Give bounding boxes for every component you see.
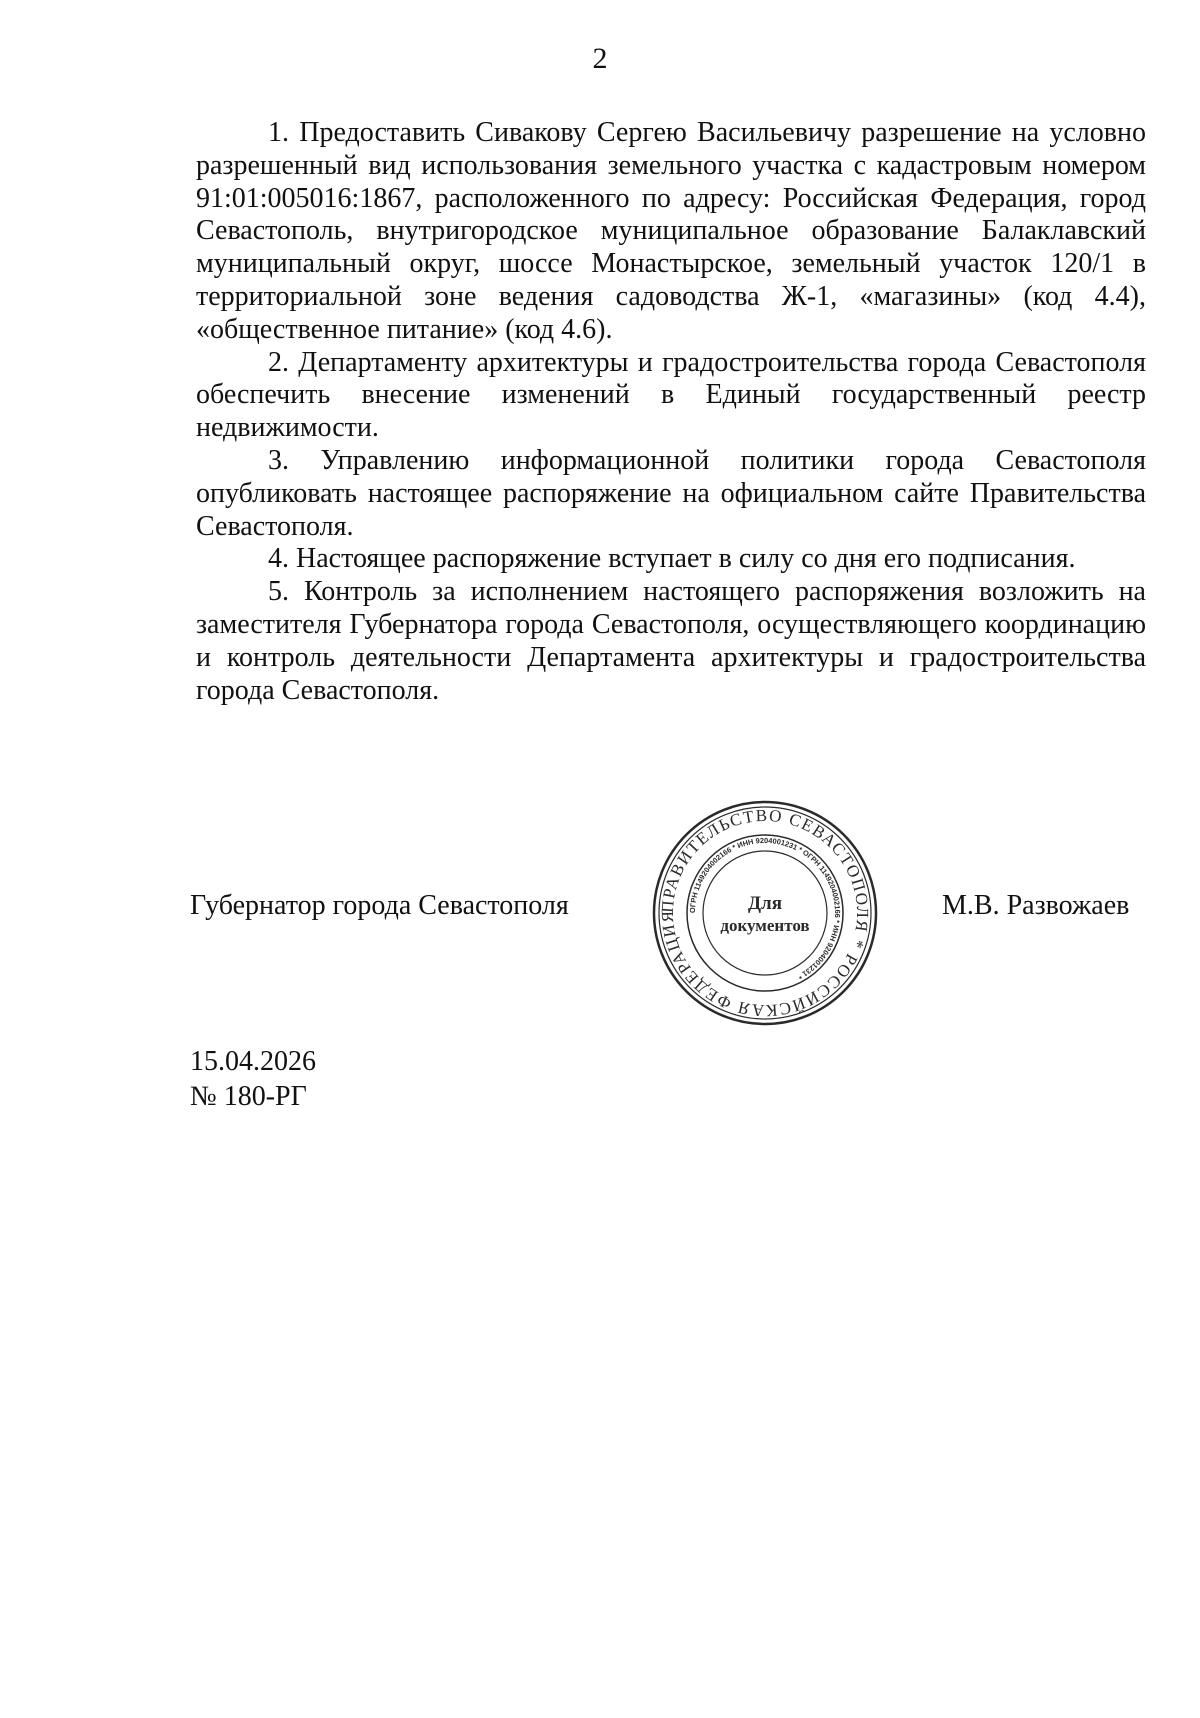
document-requisites bbox=[190, 1044, 316, 1114]
paragraph-5: 5. Контроль за исполнением настоящего распоряжения возложить на заместителя Губернатора города Севастополя, осуществляющего координацию и контроль деятельности Департамента архитектуры и градостроительства города Севастополя. bbox=[196, 576, 1146, 706]
seal-inner-textpath: ОГРН 1149204002166 * ИНН 9204001231 * ОГРН 1149204002166 * ИНН 9204001231 * bbox=[687, 835, 843, 982]
seal-graphic bbox=[650, 798, 880, 1028]
seal-center-line2: документов bbox=[720, 916, 810, 935]
document-date: 15.04.2026 bbox=[190, 1046, 316, 1077]
signatory-name: М.В. Развожаев bbox=[942, 890, 1130, 921]
paragraph-4: 4. Настоящее распоряжение вступает в силу со дня его подписания. bbox=[268, 543, 1076, 575]
seal-center-line1: Для bbox=[747, 893, 783, 914]
signatory-position: Губернатор города Севастополя bbox=[190, 890, 569, 921]
document-body bbox=[196, 117, 1146, 707]
paragraph-3: 3. Управлению информационной политики города Севастополя опубликовать настоящее распоряжение на официальном сайте Правительства Севастополя. bbox=[196, 444, 1146, 542]
paragraph-1: 1. Предоставить Сивакову Сергею Васильевичу разрешение на условно разрешенный вид использования земельного участка с кадастровым номером 91:01:005016:1867, расположенного по адресу: Российская Федерация, город Севастополь, внутригородское муниципальное образование Балаклавский муниципальный округ, шоссе Монастырское, земельный участок 120/1 в территориальной зоне ведения садоводства Ж-1, «магазины» (код 4.4), «общественное питание» (код 4.6). bbox=[196, 117, 1146, 345]
paragraph-2: 2. Департаменту архитектуры и градостроительства города Севастополя обеспечить внесение изменений в Единый государственный реестр недвижимости. bbox=[196, 346, 1146, 444]
document-number: № 180-РГ bbox=[190, 1081, 307, 1112]
official-seal bbox=[650, 798, 880, 1028]
seal-outer-textpath: ПРАВИТЕЛЬСТВО СЕВАСТОПОЛЯ * РОССИЙСКАЯ ФЕДЕРАЦИЯ bbox=[657, 805, 873, 1021]
page-number: 2 bbox=[592, 42, 608, 75]
